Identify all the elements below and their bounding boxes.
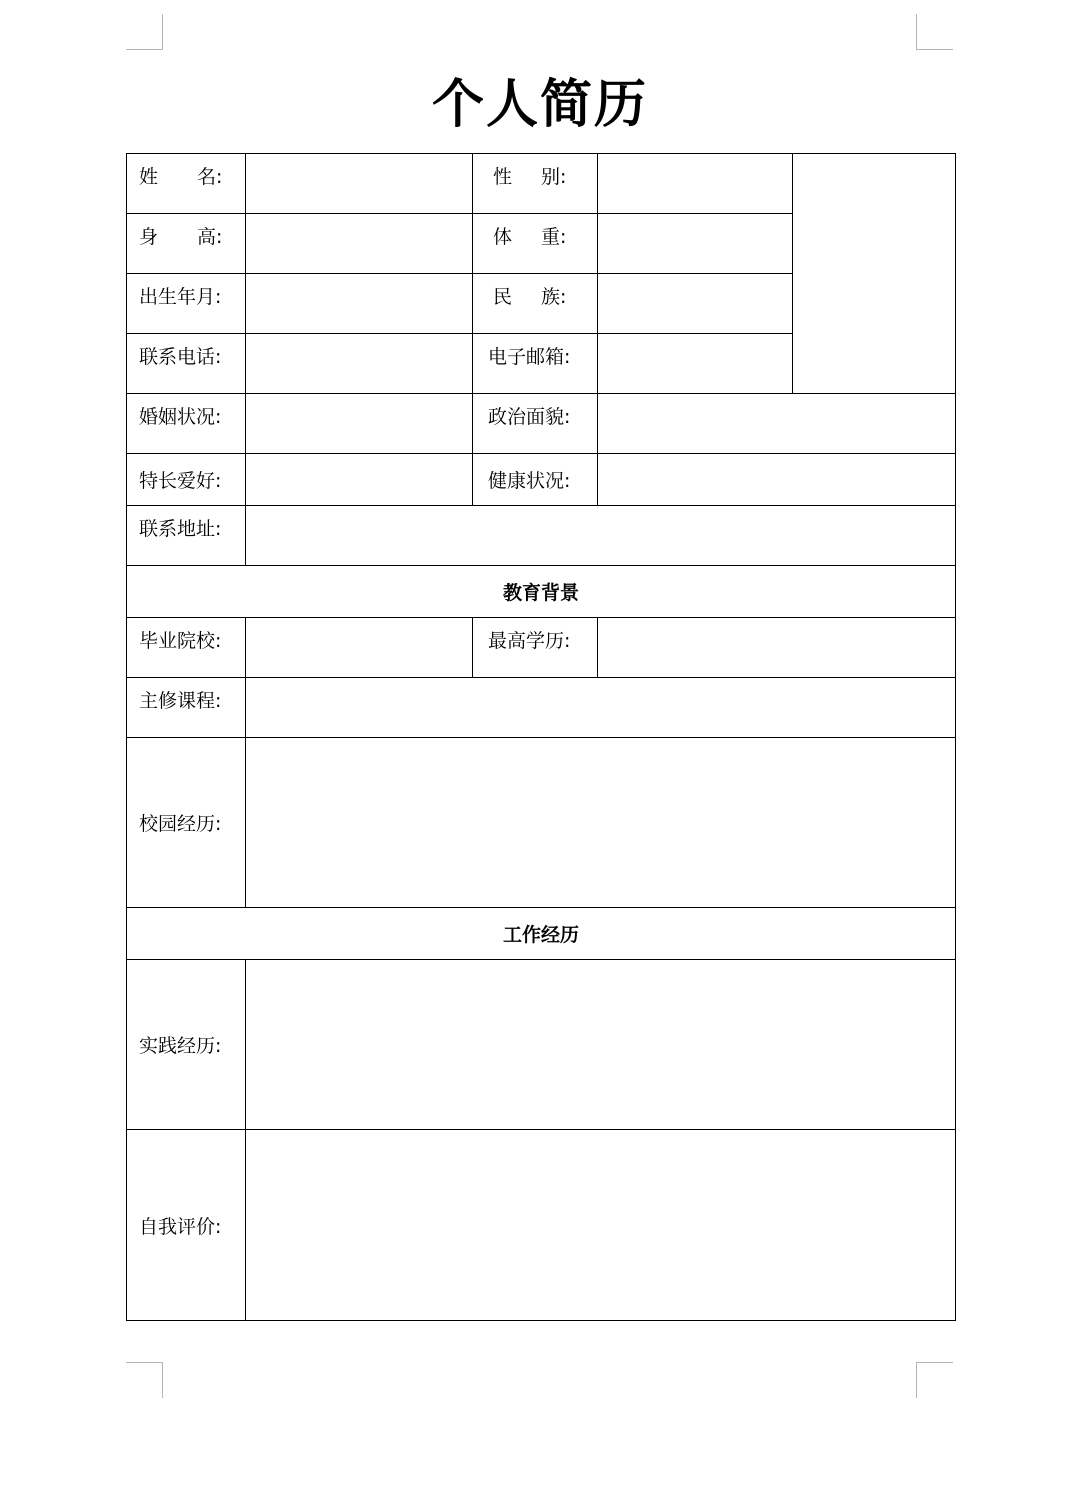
crop-mark-bottom-right-h bbox=[916, 1362, 953, 1363]
school-field[interactable] bbox=[246, 618, 473, 678]
self-eval-field[interactable] bbox=[246, 1130, 956, 1321]
marital-label: 婚姻状况: bbox=[127, 394, 246, 454]
campus-label: 校园经历: bbox=[127, 738, 246, 908]
email-field[interactable] bbox=[598, 334, 793, 394]
degree-label: 最高学历: bbox=[473, 618, 598, 678]
birth-label: 出生年月: bbox=[127, 274, 246, 334]
marital-field[interactable] bbox=[246, 394, 473, 454]
crop-mark-top-right-h bbox=[916, 49, 953, 50]
height-field[interactable] bbox=[246, 214, 473, 274]
name-label: 姓 名: bbox=[127, 154, 246, 214]
email-label: 电子邮箱: bbox=[473, 334, 598, 394]
crop-mark-top-left-h bbox=[126, 49, 163, 50]
self-eval-label: 自我评价: bbox=[127, 1130, 246, 1321]
health-label: 健康状况: bbox=[473, 454, 598, 506]
page-title: 个人简历 bbox=[431, 75, 648, 135]
height-label: 身 高: bbox=[127, 214, 246, 274]
practice-field[interactable] bbox=[246, 960, 956, 1130]
ethnicity-field[interactable] bbox=[598, 274, 793, 334]
political-field[interactable] bbox=[598, 394, 956, 454]
political-label: 政治面貌: bbox=[473, 394, 598, 454]
name-field[interactable] bbox=[246, 154, 473, 214]
phone-field[interactable] bbox=[246, 334, 473, 394]
courses-field[interactable] bbox=[246, 678, 956, 738]
health-field[interactable] bbox=[598, 454, 956, 506]
courses-label: 主修课程: bbox=[127, 678, 246, 738]
crop-mark-top-right-v bbox=[916, 14, 917, 50]
crop-mark-top-left-v bbox=[162, 14, 163, 50]
address-label: 联系地址: bbox=[127, 506, 246, 566]
education-section-title: 教育背景 bbox=[127, 566, 956, 618]
hobby-label: 特长爱好: bbox=[127, 454, 246, 506]
phone-label: 联系电话: bbox=[127, 334, 246, 394]
gender-label: 性 别: bbox=[473, 154, 598, 214]
ethnicity-label: 民 族: bbox=[473, 274, 598, 334]
gender-field[interactable] bbox=[598, 154, 793, 214]
crop-mark-bottom-left-h bbox=[126, 1362, 163, 1363]
degree-field[interactable] bbox=[598, 618, 956, 678]
crop-mark-bottom-left-v bbox=[162, 1362, 163, 1398]
school-label: 毕业院校: bbox=[127, 618, 246, 678]
practice-label: 实践经历: bbox=[127, 960, 246, 1130]
address-field[interactable] bbox=[246, 506, 956, 566]
hobby-field[interactable] bbox=[246, 454, 473, 506]
work-section-title: 工作经历 bbox=[127, 908, 956, 960]
photo-box[interactable] bbox=[793, 154, 956, 394]
weight-field[interactable] bbox=[598, 214, 793, 274]
campus-field[interactable] bbox=[246, 738, 956, 908]
crop-mark-bottom-right-v bbox=[916, 1362, 917, 1398]
birth-field[interactable] bbox=[246, 274, 473, 334]
resume-table bbox=[126, 153, 956, 1321]
weight-label: 体 重: bbox=[473, 214, 598, 274]
